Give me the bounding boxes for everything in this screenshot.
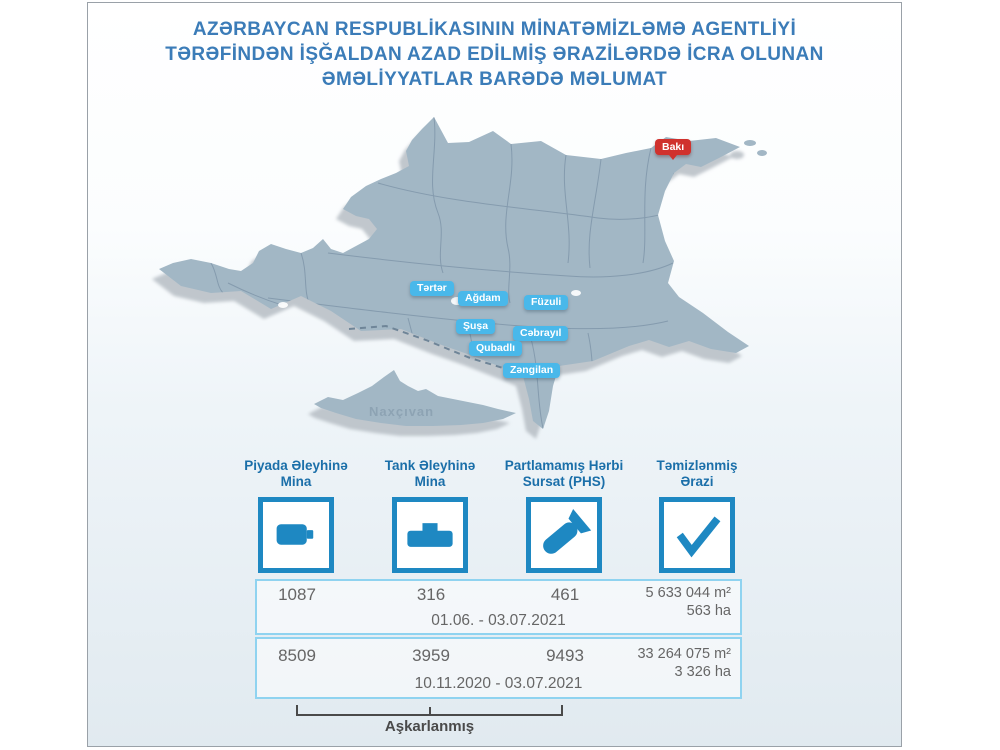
- region-chip-cabrayil: Cəbrayıl: [513, 326, 568, 341]
- header-line: Mina: [414, 474, 446, 489]
- nakhchivan-label: Naxçıvan: [369, 404, 435, 419]
- column-header-cleared-area: [617, 458, 777, 490]
- anti-tank-mine-icon: [392, 497, 468, 573]
- region-chip-fuzuli: Füzuli: [524, 295, 568, 310]
- azerbaijan-map: [128, 113, 888, 453]
- value-anti-tank: 3959: [412, 646, 450, 665]
- value-uxo: 461: [550, 585, 580, 604]
- value-uxo: 9493: [546, 646, 584, 665]
- header-line: Ərazi: [680, 474, 714, 489]
- value-anti-tank: 316: [416, 585, 446, 604]
- area-m2: 33 264 075 m²: [637, 646, 731, 662]
- value-anti-personnel: 8509: [278, 646, 316, 665]
- area-m2: 5 633 044 m²: [645, 585, 731, 601]
- header-line: Mina: [280, 474, 312, 489]
- aggregation-bracket: [296, 705, 563, 716]
- area-ha: 563 ha: [686, 603, 731, 619]
- region-chip-qubadli: Qubadlı: [469, 341, 522, 356]
- bracket-tick-right: [561, 705, 563, 714]
- header-line: Piyada Əleyhinə: [244, 458, 348, 473]
- period-row-current: [255, 579, 742, 635]
- period-row-total: [255, 637, 742, 699]
- capital-pin-baki: Bakı: [655, 139, 691, 155]
- infographic-panel: [87, 2, 902, 747]
- unexploded-ordnance-icon: [526, 497, 602, 573]
- title-line-3: ƏMƏLİYYATLAR BARƏDƏ MƏLUMAT: [321, 69, 668, 90]
- header-line: Partlamamış Hərbi: [504, 458, 624, 473]
- region-chip-agdam: Ağdam: [458, 291, 508, 306]
- region-chip-tartar: Tərtər: [410, 281, 454, 296]
- header-line: Təmizlənmiş: [656, 458, 738, 473]
- region-chip-susa: Şuşa: [456, 319, 495, 334]
- header-line: Tank Əleyhinə: [384, 458, 476, 473]
- bracket-tick-left: [296, 705, 298, 714]
- azerbaijan-map-svg: [128, 113, 888, 453]
- bracket-tick-middle: [429, 707, 431, 714]
- anti-personnel-mine-icon: [258, 497, 334, 573]
- date-range: 10.11.2020 - 03.07.2021: [414, 675, 583, 692]
- azerbaijan-mainland: [159, 117, 749, 429]
- header-line: Sursat (PHS): [522, 474, 606, 489]
- date-range: 01.06. - 03.07.2021: [431, 612, 566, 629]
- area-ha: 3 326 ha: [674, 664, 731, 680]
- page-title: [88, 17, 901, 92]
- region-chip-zangilan: Zəngilan: [503, 363, 560, 378]
- caspian-islands: [744, 140, 767, 156]
- title-line-1: AZƏRBAYCAN RESPUBLİKASININ MİNATƏMİZLƏMƏ AGENTLİYİ: [192, 19, 797, 40]
- cleared-area-check-icon: [659, 497, 735, 573]
- bracket-label: Aşkarlanmış: [384, 718, 475, 735]
- title-line-2: TƏRƏFİNDƏN İŞĞALDAN AZAD EDİLMİŞ ƏRAZİLƏRDƏ İCRA OLUNAN: [165, 44, 824, 65]
- value-anti-personnel: 1087: [278, 585, 316, 604]
